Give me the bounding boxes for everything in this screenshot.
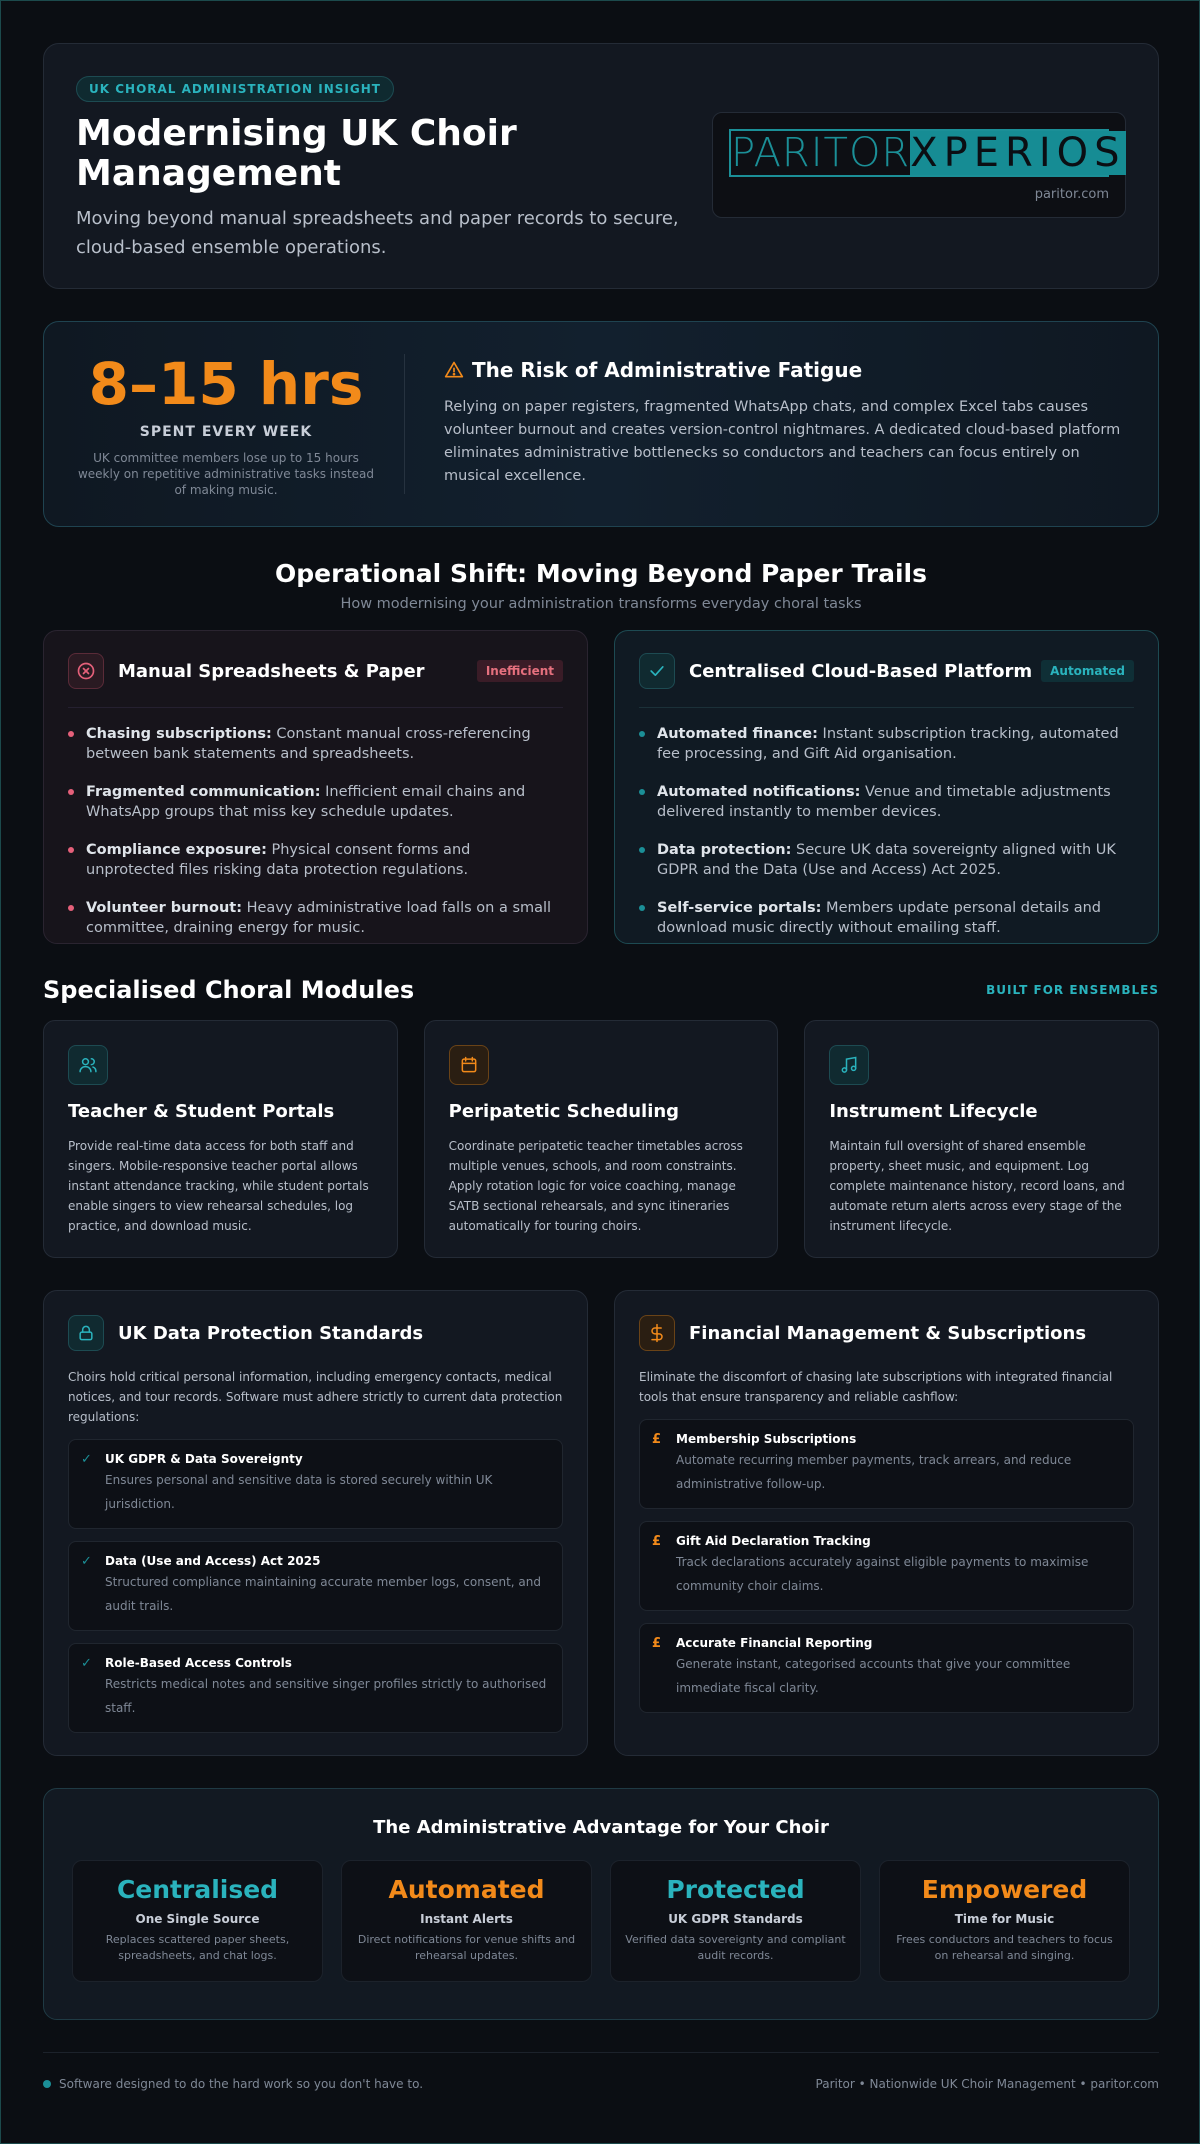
music-note-icon: [829, 1045, 869, 1085]
item-label: Compliance exposure:: [86, 842, 267, 858]
data-protection-intro: Choirs hold critical personal information, including emergency contacts, medical notices, and tour records. Software must adhere strictly to current data protection regulations:: [68, 1370, 563, 1424]
finance-intro: Eliminate the discomfort of chasing late subscriptions with integrated financial tools that ensure transparency and reliable cashflow:: [639, 1370, 1113, 1404]
item-title: Role-Based Access Controls: [105, 1656, 292, 1670]
manual-list: [68, 724, 563, 938]
logo-card[interactable]: [712, 112, 1126, 218]
advantage-item-automated: [341, 1860, 592, 1982]
item-text: Inefficient email chains and WhatsApp groups that miss key schedule updates.: [86, 784, 526, 820]
list-item: [68, 840, 563, 880]
modules-header: [43, 976, 1159, 1004]
advantage-heading: Automated: [388, 1875, 545, 1904]
shift-title: Operational Shift: Moving Beyond Paper Trails: [275, 559, 927, 588]
pound-icon: £: [652, 1636, 662, 1651]
advantage-subheading: Instant Alerts: [420, 1912, 513, 1926]
finance-title: Financial Management & Subscriptions: [689, 1322, 1087, 1344]
modules-row: [43, 1020, 1159, 1258]
lock-icon: [68, 1315, 104, 1351]
finance-card: [614, 1290, 1159, 1756]
bullet-dot: [639, 905, 645, 911]
module-title: Teacher & Student Portals: [68, 1101, 335, 1122]
advantage-item-centralised: [72, 1860, 323, 1982]
module-body: Coordinate peripatetic teacher timetables across multiple venues, schools, and room constraints. Apply rotation logic for voice coaching, manage SATB sectional rehearsals, and sync itineraries automatically for touring choirs.: [448, 1139, 743, 1233]
dollar-icon: [639, 1315, 675, 1351]
item-text: Heavy administrative load falls on a small committee, draining energy for music.: [86, 900, 552, 936]
list-item: [639, 724, 1134, 764]
list-item: [68, 1439, 563, 1529]
advantage-desc: Frees conductors and teachers to focus on rehearsal and singing.: [896, 1933, 1113, 1962]
advantage-heading: Centralised: [116, 1875, 279, 1904]
footer-tagline: [43, 2077, 423, 2091]
bullet-dot: [68, 847, 74, 853]
item-text: Instant subscription tracking, automated fee processing, and Gift Aid organisation.: [657, 726, 1119, 762]
inefficient-badge: Inefficient: [477, 660, 563, 682]
page: [43, 43, 1159, 2091]
item-text: Secure UK data sovereignty aligned with UK GDPR and the Data (Use and Access) Act 2025.: [657, 842, 1116, 878]
bullet-dot: [639, 731, 645, 737]
cloud-card: [614, 630, 1159, 944]
item-body: Structured compliance maintaining accurate member logs, consent, and audit trails.: [105, 1575, 541, 1613]
risk-heading: [444, 358, 1122, 382]
stat-value: 8–15 hrs: [88, 350, 364, 418]
x-circle-icon: [68, 653, 104, 689]
list-item: [639, 1521, 1134, 1611]
item-title: UK GDPR & Data Sovereignty: [105, 1452, 303, 1466]
hero-card: [43, 43, 1159, 289]
item-text: Venue and timetable adjustments delivered instantly to member devices.: [657, 784, 1111, 820]
item-text: Constant manual cross-referencing between bank statements and spreadsheets.: [86, 726, 531, 762]
modules-label: BUILT FOR ENSEMBLES: [986, 983, 1159, 997]
module-body: Maintain full oversight of shared ensemble property, sheet music, and equipment. Log complete maintenance history, record loans, and automate return alerts across every stage of the instrument lifecycle.: [829, 1139, 1125, 1233]
item-text: Physical consent forms and unprotected files risking data protection regulations.: [86, 842, 471, 878]
finance-header: [639, 1315, 1134, 1351]
advantage-heading: Protected: [666, 1875, 805, 1904]
data-protection-card: [43, 1290, 588, 1756]
advantage-item-empowered: [879, 1860, 1130, 1982]
page-subtitle: Moving beyond manual spreadsheets and paper records to secure, cloud-based ensemble operations.: [76, 208, 679, 258]
footer-right-text[interactable]: Paritor • Nationwide UK Choir Management • paritor.com: [815, 2077, 1159, 2091]
item-title: Gift Aid Declaration Tracking: [676, 1534, 871, 1548]
item-body: Automate recurring member payments, track arrears, and reduce administrative follow-up.: [676, 1453, 1072, 1491]
list-item: [68, 782, 563, 822]
check-icon: ✓: [81, 1554, 92, 1569]
check-icon: [639, 653, 675, 689]
category-pill: UK CHORAL ADMINISTRATION INSIGHT: [76, 76, 394, 102]
divider: [404, 354, 405, 494]
list-item: [68, 898, 563, 938]
list-item: [68, 724, 563, 764]
footer-left-text: Software designed to do the hard work so you don't have to.: [59, 2077, 424, 2091]
list-item: [639, 1623, 1134, 1713]
manual-card-header: [68, 653, 563, 708]
comparison-row: [43, 630, 1159, 944]
item-title: Membership Subscriptions: [676, 1432, 857, 1446]
stat-note: UK committee members lose up to 15 hours weekly on repetitive administrative tasks instead of making music.: [77, 451, 375, 497]
logo-right: XPERIOS: [910, 130, 1126, 176]
module-card-scheduling[interactable]: [424, 1020, 779, 1258]
bullet-dot: [68, 731, 74, 737]
item-title: Accurate Financial Reporting: [676, 1636, 873, 1650]
module-title: Peripatetic Scheduling: [448, 1101, 680, 1122]
standards-finance-row: [43, 1290, 1159, 1756]
calendar-icon: [449, 1045, 489, 1085]
item-body: Restricts medical notes and sensitive singer profiles strictly to authorised staff.: [105, 1677, 547, 1715]
item-label: Automated notifications:: [657, 784, 861, 800]
cloud-title: Centralised Cloud-Based Platform: [689, 660, 1033, 682]
stat-caption: SPENT EVERY WEEK: [139, 424, 313, 440]
bullet-dot: [68, 905, 74, 911]
automated-badge: Automated: [1041, 660, 1134, 682]
bullet-dot: [639, 789, 645, 795]
item-body: Ensures personal and sensitive data is stored securely within UK jurisdiction.: [105, 1473, 493, 1511]
check-icon: ✓: [81, 1452, 92, 1467]
modules-title: Specialised Choral Modules: [43, 976, 415, 1004]
stat-block: [76, 348, 376, 498]
shift-subtitle: How modernising your administration transforms everyday choral tasks: [340, 596, 862, 612]
risk-body: Relying on paper registers, fragmented WhatsApp chats, and complex Excel tabs causes volunteer burnout and creates version-control nightmares. A dedicated cloud-based platform eliminates administrative bottlenecks so conductors and teachers can focus entirely on musical excellence.: [444, 399, 1121, 484]
pound-icon: £: [652, 1534, 662, 1549]
advantage-subheading: UK GDPR Standards: [668, 1912, 803, 1926]
item-text: Members update personal details and download music directly without emailing staff.: [657, 900, 1101, 936]
footer: [43, 2052, 1159, 2091]
check-icon: ✓: [81, 1656, 92, 1671]
list-item: [68, 1541, 563, 1631]
manual-card: [43, 630, 588, 944]
item-title: Data (Use and Access) Act 2025: [105, 1554, 321, 1568]
pound-icon: £: [652, 1432, 662, 1447]
page-title: Modernising UK Choir Management: [76, 113, 517, 194]
cloud-card-header: [639, 653, 1134, 708]
bullet-dot: [639, 847, 645, 853]
data-protection-header: [68, 1315, 563, 1351]
logo-left: PARITOR: [731, 130, 911, 176]
status-dot: [43, 2080, 51, 2088]
advantage-row: [72, 1860, 1130, 1982]
list-item: [68, 1643, 563, 1733]
risk-block: [444, 358, 1122, 488]
item-label: Fragmented communication:: [86, 784, 321, 800]
advantage-title: The Administrative Advantage for Your Choir: [373, 1817, 829, 1838]
bullet-dot: [68, 789, 74, 795]
risk-title: The Risk of Administrative Fatigue: [472, 358, 863, 382]
item-label: Data protection:: [657, 842, 792, 858]
data-protection-title: UK Data Protection Standards: [118, 1322, 424, 1344]
advantage-heading: Empowered: [921, 1875, 1088, 1904]
item-label: Chasing subscriptions:: [86, 726, 272, 742]
cloud-list: [639, 724, 1134, 938]
advantage-item-protected: [610, 1860, 861, 1982]
users-icon: [68, 1045, 108, 1085]
advantage-desc: Verified data sovereignty and compliant audit records.: [625, 1933, 846, 1962]
item-label: Automated finance:: [657, 726, 818, 742]
advantage-subheading: One Single Source: [135, 1912, 260, 1926]
module-card-portals[interactable]: [43, 1020, 398, 1258]
advantage-card: [43, 1788, 1159, 2020]
item-body: Track declarations accurately against eligible payments to maximise community choir claims.: [676, 1555, 1089, 1593]
item-label: Volunteer burnout:: [86, 900, 242, 916]
item-label: Self-service portals:: [657, 900, 822, 916]
advantage-desc: Replaces scattered paper sheets, spreadsheets, and chat logs.: [105, 1933, 290, 1962]
advantage-subheading: Time for Music: [954, 1912, 1055, 1926]
list-item: [639, 1419, 1134, 1509]
fatigue-stat-card: [43, 321, 1159, 527]
item-body: Generate instant, categorised accounts that give your committee immediate fiscal clarity.: [676, 1657, 1071, 1695]
logo-url[interactable]: paritor.com: [1034, 187, 1109, 202]
list-item: [639, 840, 1134, 880]
warning-icon: [444, 360, 464, 380]
paritor-xperios-logo: [729, 129, 1126, 177]
list-item: [639, 898, 1134, 938]
advantage-desc: Direct notifications for venue shifts and rehearsal updates.: [357, 1933, 576, 1962]
module-card-instrument[interactable]: [804, 1020, 1159, 1258]
manual-title: Manual Spreadsheets & Paper: [118, 660, 425, 682]
module-title: Instrument Lifecycle: [829, 1101, 1038, 1122]
module-body: Provide real-time data access for both staff and singers. Mobile-responsive teacher portal allows instant attendance tracking, while student portals enable singers to view rehearsal schedules, log practice, and download music.: [68, 1139, 369, 1233]
list-item: [639, 782, 1134, 822]
shift-section-header: [43, 559, 1159, 612]
